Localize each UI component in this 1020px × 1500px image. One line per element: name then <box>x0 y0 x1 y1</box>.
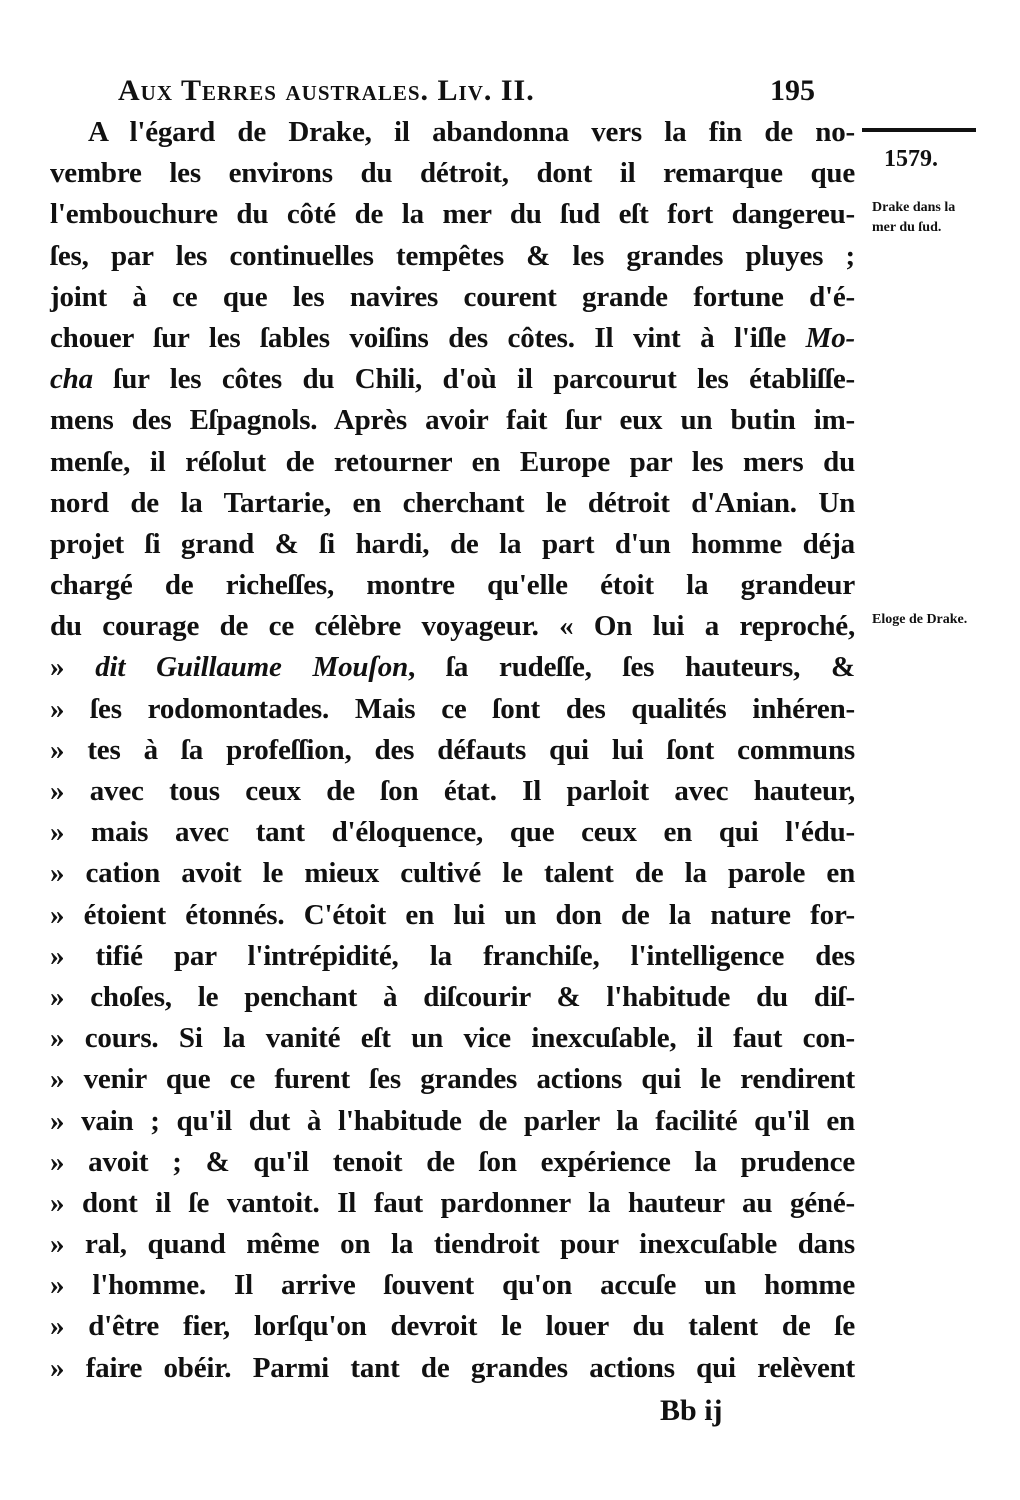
text-segment: » cours. Si la vanité eſt un vice inexcuſable, il faut con- <box>50 1022 855 1055</box>
text-line <box>50 1306 855 1347</box>
text-segment: » tes à ſa profeſſion, des défauts qui lui ſont communs <box>50 733 855 766</box>
text-segment: mens des Eſpagnols. Après avoir fait ſur eux un butin im- <box>50 404 855 437</box>
text-segment: » mais avec tant d'éloquence, que ceux en qui l'édu- <box>50 816 855 849</box>
text-line <box>50 812 855 853</box>
text-line <box>50 1059 855 1100</box>
text-segment: » ral, quand même on la tiendroit pour inexcuſable dans <box>50 1228 855 1261</box>
text-line <box>50 194 855 235</box>
text-line <box>50 1142 855 1183</box>
text-line <box>50 647 855 688</box>
text-line <box>50 606 855 647</box>
text-segment: chargé de richeſſes, montre qu'elle étoit la grandeur <box>50 569 855 602</box>
text-segment: » avoit ; & qu'il tenoit de ſon expérience la prudence <box>50 1145 855 1178</box>
text-segment: » l'homme. Il arrive ſouvent qu'on accuſe un homme <box>50 1269 855 1302</box>
text-line <box>50 895 855 936</box>
text-line <box>50 359 855 400</box>
text-segment: » choſes, le penchant à diſcourir & l'habitude du diſ- <box>50 980 855 1013</box>
margin-note: Eloge de Drake. <box>872 612 968 627</box>
text-line <box>50 730 855 771</box>
text-line <box>50 853 855 894</box>
text-segment: » venir que ce furent ſes grandes actions qui le rendirent <box>50 1063 855 1096</box>
text-line <box>50 1018 855 1059</box>
text-segment: » avec tous ceux de ſon état. Il parloit avec hauteur, <box>50 775 855 807</box>
margin-note: Drake dans la mer du ſud. <box>872 200 956 235</box>
text-line <box>50 1348 855 1389</box>
text-segment: » d'être fier, lorſqu'on devroit le louer du talent de ſe <box>50 1310 855 1343</box>
text-segment: A l'égard de Drake, il abandonna vers la fin de no- <box>88 116 855 148</box>
text-segment: » cation avoit le mieux cultivé le talent de la parole en <box>50 857 855 890</box>
text-segment: » vain ; qu'il dut à l'habitude de parler la facilité qu'il en <box>50 1104 855 1137</box>
italic-text: dit Guillaume Mouſon <box>95 651 409 684</box>
text-segment: » dont il ſe vantoit. Il faut pardonner la hauteur au géné- <box>50 1186 855 1219</box>
text-line <box>50 1101 855 1142</box>
margin-rule <box>862 128 976 132</box>
text-line <box>50 1224 855 1265</box>
text-segment: chouer ſur les ſables voiſins des côtes. Il vint à l'iſle <box>50 321 806 354</box>
text-segment: » ſes rodomontades. Mais ce ſont des qualités inhéren- <box>50 692 855 725</box>
text-line <box>50 112 855 153</box>
text-line <box>50 153 855 194</box>
text-line <box>50 483 855 524</box>
text-line <box>50 565 855 606</box>
text-line <box>50 977 855 1018</box>
text-line <box>50 236 855 277</box>
text-segment: menſe, il réſolut de retourner en Europe par les mers du <box>50 445 855 478</box>
text-line <box>50 318 855 359</box>
running-head: Aux Terres australes. Liv. II. <box>118 74 535 107</box>
text-segment: joint à ce que les navires courent grande fortune d'é- <box>50 280 855 313</box>
text-segment: » tifié par l'intrépidité, la franchiſe, l'intelligence des <box>50 939 855 972</box>
text-segment: , ſa rudeſſe, ſes hauteurs, & <box>408 651 856 684</box>
margin-year: 1579. <box>884 146 938 172</box>
italic-text: cha <box>50 363 93 396</box>
italic-text: Mo- <box>805 321 855 354</box>
text-line <box>50 1265 855 1306</box>
text-line <box>50 400 855 441</box>
text-segment: projet ſi grand & ſi hardi, de la part d'un homme déja <box>50 527 855 560</box>
text-line <box>50 936 855 977</box>
text-line <box>50 689 855 730</box>
text-line <box>50 277 855 318</box>
page-number: 195 <box>770 74 815 107</box>
text-segment: » faire obéir. Parmi tant de grandes actions qui relèvent <box>50 1351 855 1384</box>
text-segment: nord de la Tartarie, en cherchant le détroit d'Anian. Un <box>50 486 855 519</box>
text-segment: l'embouchure du côté de la mer du ſud eſt fort dangereu- <box>50 198 855 231</box>
text-segment: » <box>50 651 96 684</box>
text-segment: » étoient étonnés. C'étoit en lui un don de la nature for- <box>50 898 855 931</box>
text-segment: ſes, par les continuelles tempêtes & les grandes pluyes ; <box>50 239 855 272</box>
body-text <box>50 112 855 1389</box>
text-segment: du courage de ce célèbre voyageur. « On lui a reproché, <box>50 610 855 643</box>
text-line <box>50 442 855 483</box>
signature-mark: Bb ij <box>660 1394 723 1427</box>
text-line <box>50 1183 855 1224</box>
text-line <box>50 771 855 812</box>
text-segment: vembre les environs du détroit, dont il remarque que <box>50 157 855 190</box>
text-line <box>50 524 855 565</box>
text-segment: ſur les côtes du Chili, d'où il parcourut les établiſſe- <box>92 363 855 396</box>
